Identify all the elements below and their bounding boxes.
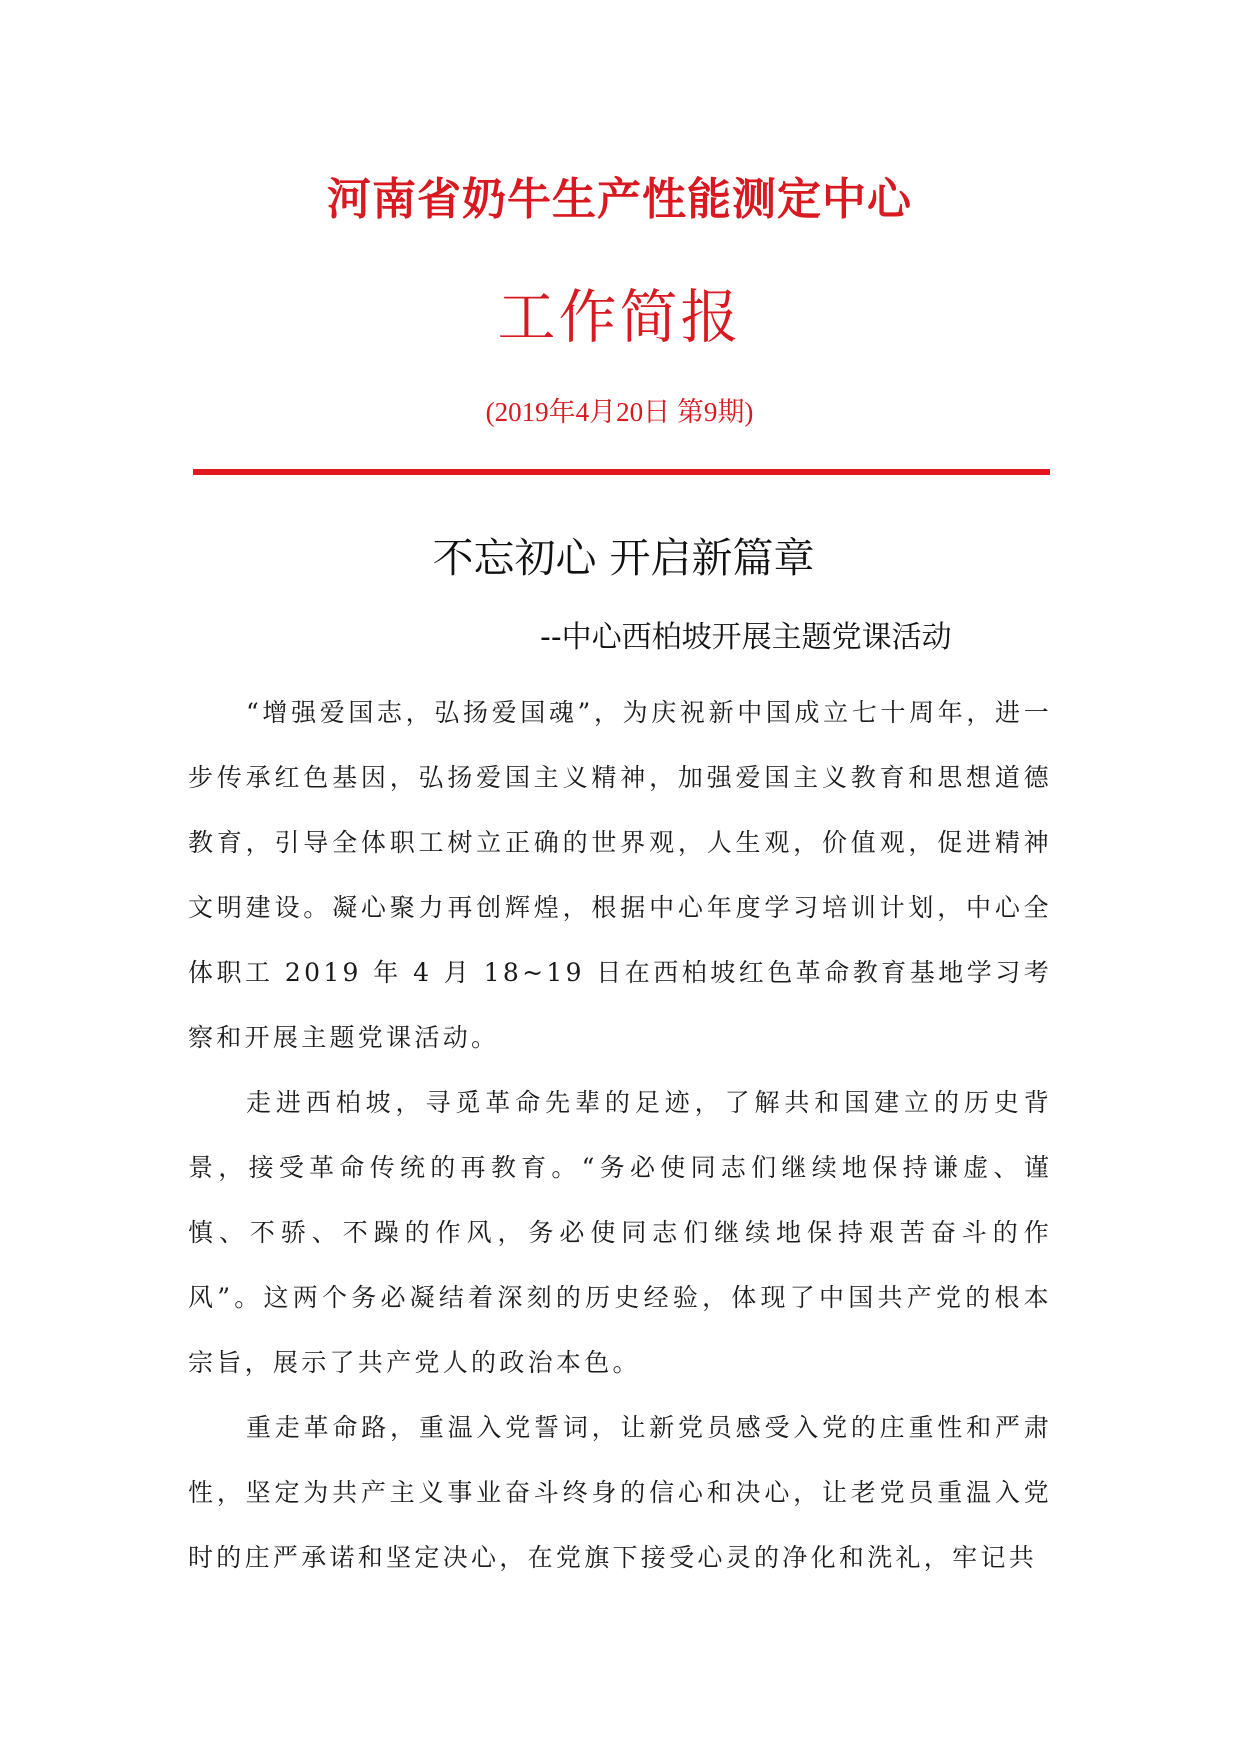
paragraph-2: 走进西柏坡，寻觅革命先辈的足迹，了解共和国建立的历史背景，接受革命传统的再教育。“务必使同志们继续地保持谦虚、谨慎、不骄、不躁的作风，务必使同志们继续地保持艰苦奋斗的作风”。这两个务必凝结着深刻的历史经验，体现了中国共产党的根本宗旨，展示了共产党人的政治本色。 (188, 1088, 1052, 1377)
article-subtitle: --中心西柏坡开展主题党课活动 (540, 620, 952, 655)
paragraph-1: “增强爱国志，弘扬爱国魂”，为庆祝新中国成立七十周年，进一步传承红色基因，弘扬爱国主义精神，加强爱国主义教育和思想道德教育，引导全体职工树立正确的世界观，人生观，价值观，促进精神文明建设。凝心聚力再创辉煌，根据中心年度学习培训计划，中心全体职工 2019 年 4 月 18~19 日在西柏坡红色革命教育基地学习考察和开展主题党课活动。 (188, 698, 1052, 1052)
bulletin-title: 工作简报 (497, 283, 742, 351)
issue-date-line: (2019年4月20日 第9期) (485, 397, 754, 427)
organization-title: 河南省奶牛生产性能测定中心 (327, 174, 912, 225)
article-body (188, 680, 1052, 1590)
red-divider-rule (193, 469, 1050, 475)
article-title: 不忘初心 开启新篇章 (432, 534, 815, 582)
paragraph-3: 重走革命路，重温入党誓词，让新党员感受入党的庄重性和严肃性，坚定为共产主义事业奋斗终身的信心和决心，让老党员重温入党时的庄严承诺和坚定决心，在党旗下接受心灵的净化和洗礼，牢记共 (188, 1413, 1052, 1572)
